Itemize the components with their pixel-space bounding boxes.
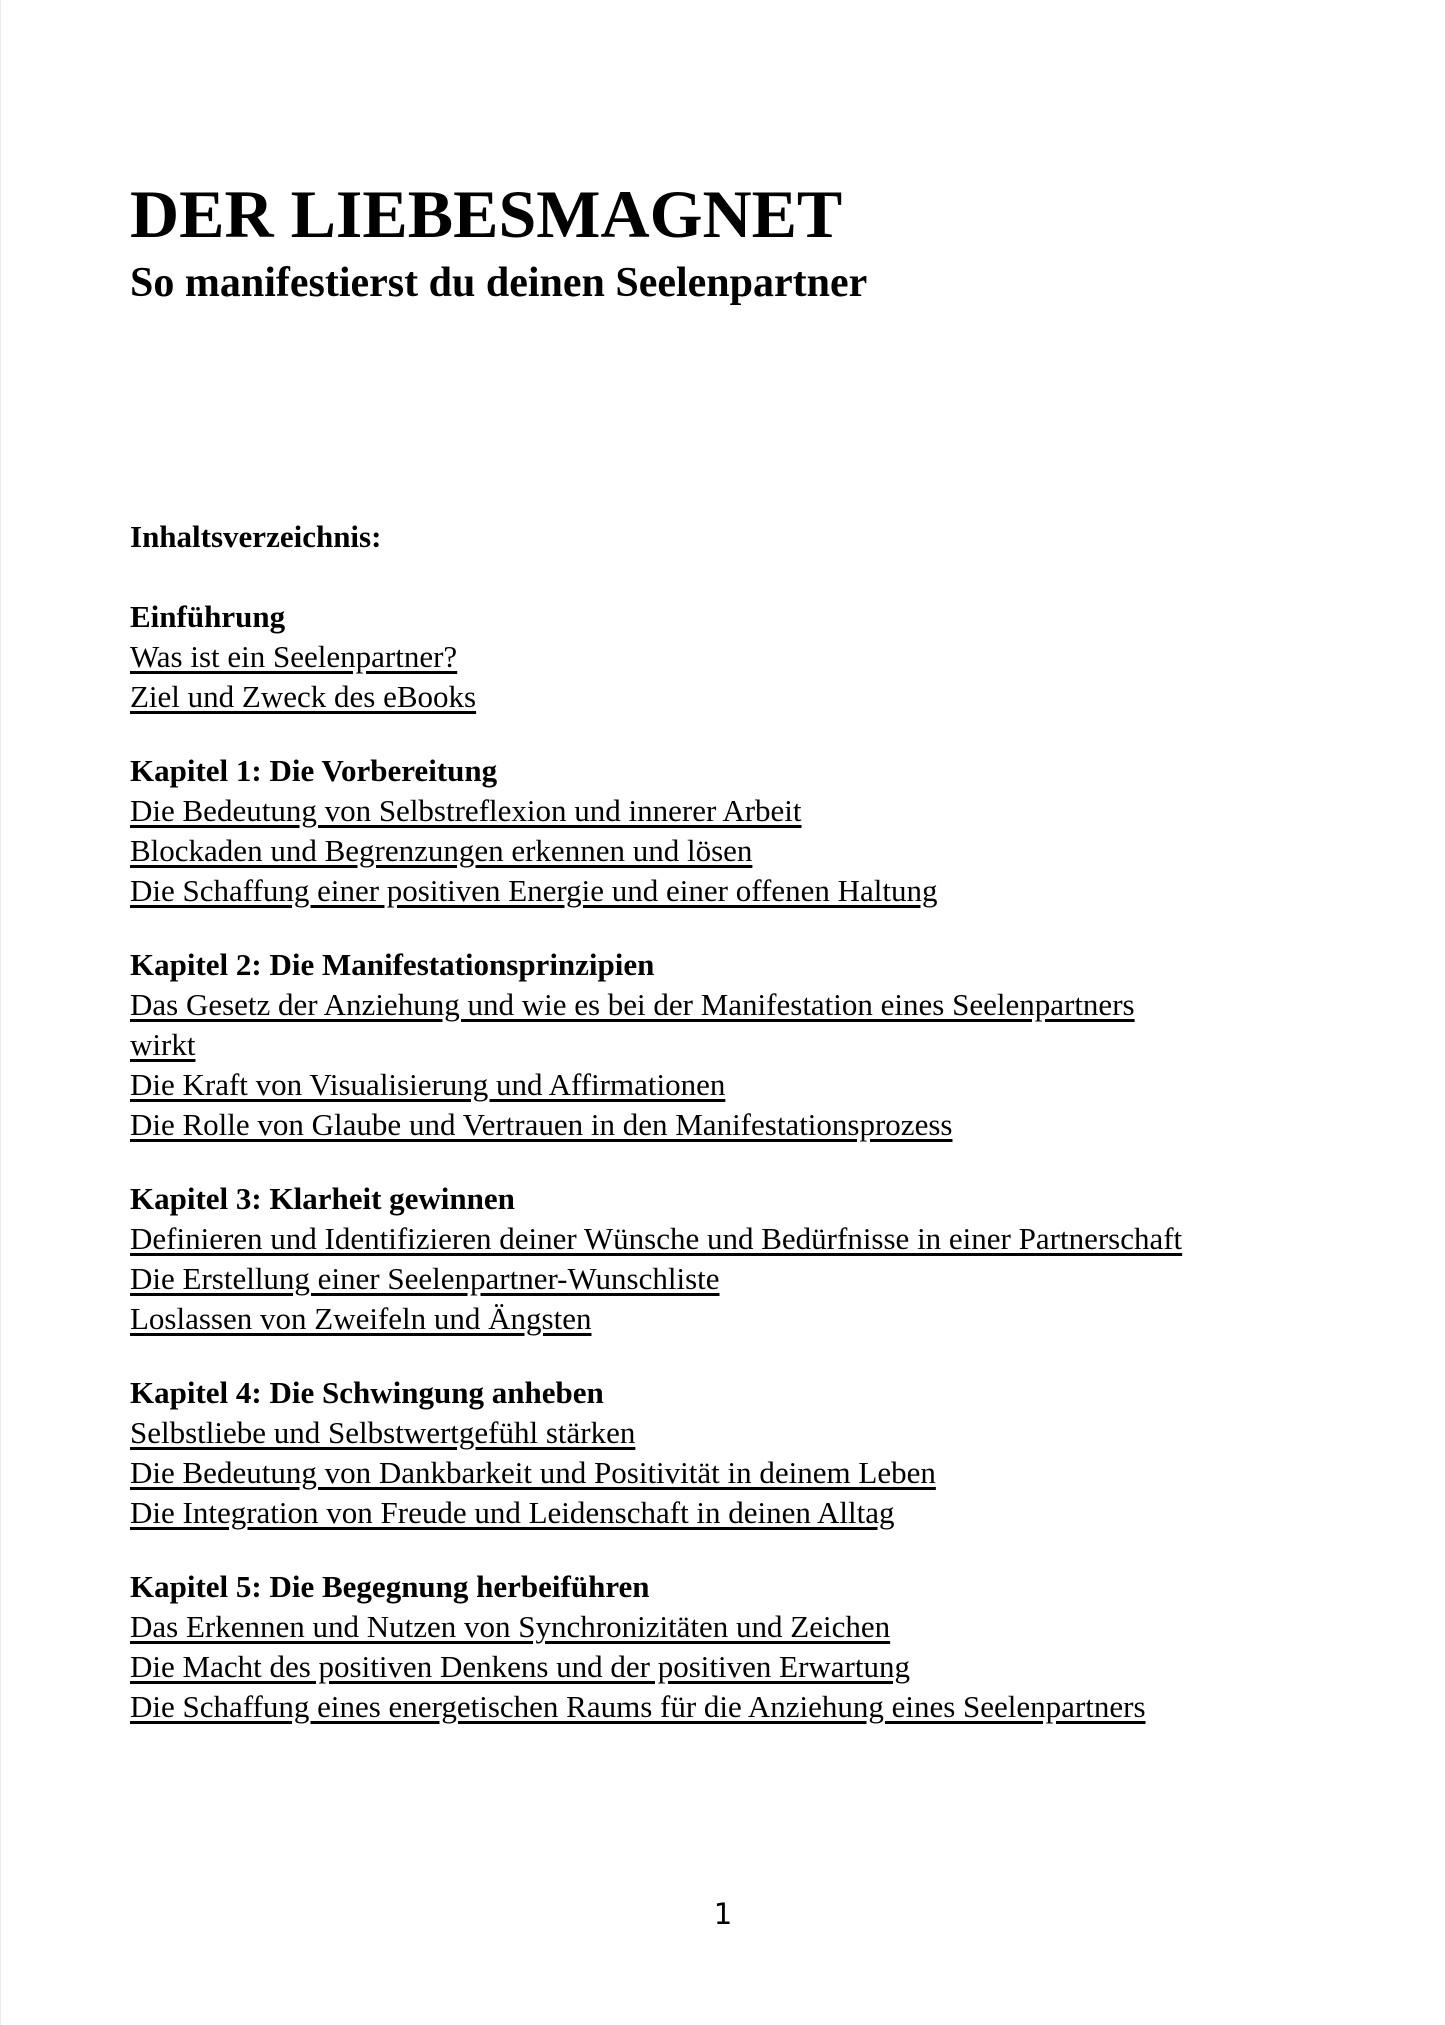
page-content	[1, 0, 1445, 1727]
document-subtitle: So manifestierst du deinen Seelenpartner	[130, 260, 868, 306]
toc-link[interactable]: Die Integration von Freude und Leidenschaft in deinen Alltag	[130, 1495, 895, 1530]
toc-link[interactable]: Das Erkennen und Nutzen von Synchronizitäten und Zeichen	[130, 1609, 891, 1644]
page-number: 1	[713, 1897, 733, 1931]
toc-link[interactable]: Die Schaffung einer positiven Energie und einer offenen Haltung	[130, 873, 938, 908]
toc-heading: Inhaltsverzeichnis:	[130, 519, 382, 554]
toc-section-einfuehrung	[130, 597, 1405, 717]
toc-section-heading: Kapitel 5: Die Begegnung herbeiführen	[130, 1569, 650, 1604]
toc-link[interactable]: Definieren und Identifizieren deiner Wünsche und Bedürfnisse in einer Partnerschaft	[130, 1221, 1183, 1256]
document-title: DER LIEBESMAGNET	[130, 176, 843, 252]
toc-link[interactable]: Die Schaffung eines energetischen Raums für die Anziehung eines Seelenpartners	[130, 1689, 1146, 1724]
toc-link[interactable]: Die Bedeutung von Dankbarkeit und Positivität in deinem Leben	[130, 1455, 936, 1490]
toc-link[interactable]: Blockaden und Begrenzungen erkennen und lösen	[130, 833, 753, 868]
toc-link[interactable]: Was ist ein Seelenpartner?	[130, 639, 458, 674]
toc-section-kapitel-1	[130, 751, 1405, 911]
toc-link[interactable]: Die Kraft von Visualisierung und Affirmationen	[130, 1067, 726, 1102]
page-footer	[1, 1894, 1445, 1934]
toc-section-kapitel-2	[130, 945, 1405, 1145]
toc-link[interactable]: wirkt	[130, 1027, 196, 1062]
toc-link[interactable]: Die Macht des positiven Denkens und der positiven Erwartung	[130, 1649, 910, 1684]
toc-link[interactable]: Die Erstellung einer Seelenpartner-Wunschliste	[130, 1261, 720, 1296]
toc-link[interactable]: Die Rolle von Glaube und Vertrauen in den Manifestationsprozess	[130, 1107, 953, 1142]
toc-section-kapitel-5	[130, 1567, 1405, 1727]
toc-link[interactable]: Ziel und Zweck des eBooks	[130, 679, 477, 714]
toc-section-heading: Kapitel 1: Die Vorbereitung	[130, 753, 498, 788]
toc-link[interactable]: Die Bedeutung von Selbstreflexion und innerer Arbeit	[130, 793, 802, 828]
toc-link[interactable]: Das Gesetz der Anziehung und wie es bei der Manifestation eines Seelenpartners	[130, 987, 1135, 1022]
toc-link[interactable]: Loslassen von Zweifeln und Ängsten	[130, 1301, 592, 1336]
toc-section-heading: Kapitel 2: Die Manifestationsprinzipien	[130, 947, 655, 982]
toc-section-kapitel-3	[130, 1179, 1405, 1339]
toc-section-heading: Einführung	[130, 599, 286, 634]
toc-section-kapitel-4	[130, 1373, 1405, 1533]
toc-link[interactable]: Selbstliebe und Selbstwertgefühl stärken	[130, 1415, 636, 1450]
toc-section-heading: Kapitel 3: Klarheit gewinnen	[130, 1181, 515, 1216]
toc-section-heading: Kapitel 4: Die Schwingung anheben	[130, 1375, 604, 1410]
